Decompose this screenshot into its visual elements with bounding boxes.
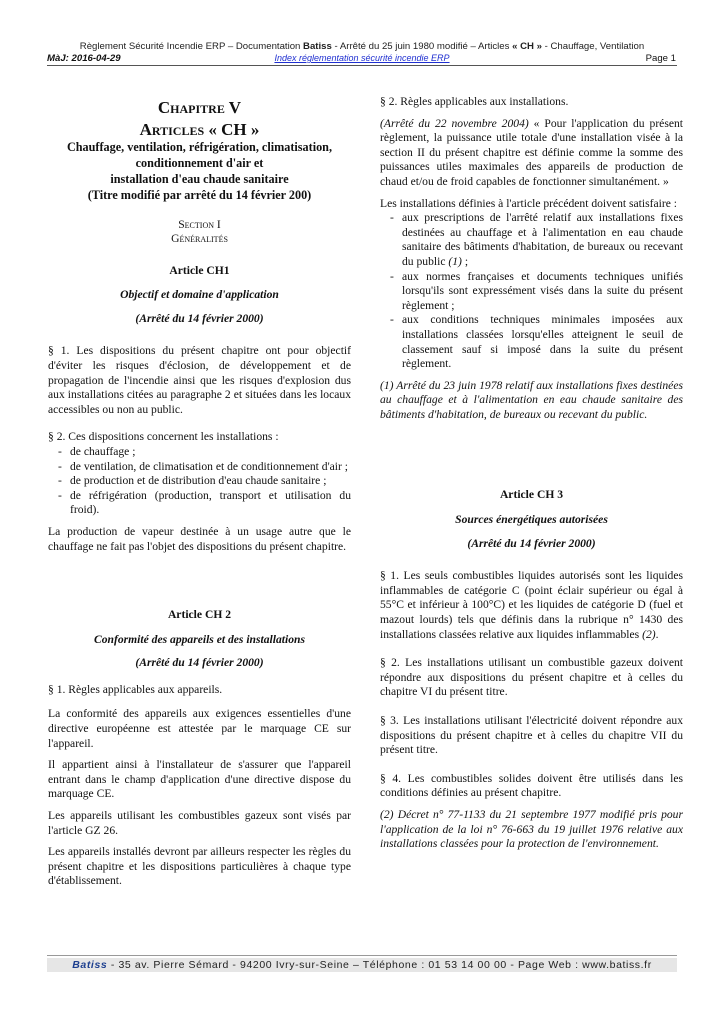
list-item: - de ventilation, de climatisation et de conditionnement d'air ; xyxy=(48,460,351,475)
footer xyxy=(47,958,677,972)
ch2-paragraph-6: § 2. Règles applicables aux installations. xyxy=(380,95,569,108)
article-ch2-date: (Arrêté du 14 février 2000) xyxy=(135,656,264,670)
section-name: Généralités xyxy=(171,232,228,245)
ch3-paragraph-2: § 2. Les installations utilisant un combustible gazeux doivent répondre aux dispositions du présent chapitre et à celles du chapitre VI du présent titre. xyxy=(380,656,683,699)
article-ch1-date: (Arrêté du 14 février 2000) xyxy=(135,311,264,325)
article-ch1-subtitle: Objectif et domaine d'application xyxy=(120,288,279,302)
chapter-subtitle-2: conditionnement d'air et xyxy=(135,156,264,170)
article-ch3-subtitle: Sources énergétiques autorisées xyxy=(455,513,608,527)
ch2-paragraph-2: La conformité des appareils aux exigences essentielles d'une directive européenne est attestée par le marquage CE sur l'appareil. xyxy=(48,707,351,750)
ch3-paragraph-4: § 4. Les combustibles solides doivent être utilisés dans les conditions définies au présent chapitre. xyxy=(380,771,683,800)
footnote-1: (1) Arrêté du 23 juin 1978 relatif aux installations fixes destinées au chauffage et à l'alimentation en eau chaude sanitaire des bâtiments d'habitation, de bureaux ou recevant du public. xyxy=(380,378,683,421)
article-ch2-subtitle: Conformité des appareils et des installations xyxy=(94,632,305,646)
list-item-text: aux prescriptions de l'arrêté relatif aux installations fixes destinées au chauffage et à l'alimentation en eau chaude sanitaire des bâtiments d'habitation, de bureaux ou recevant du public xyxy=(402,211,683,268)
ch2-paragraph-8: Les installations définies à l'article précédent doivent satisfaire : xyxy=(380,196,677,210)
left-column xyxy=(48,95,351,896)
ch2-paragraph-7-text: « Pour l'application du présent règlement, la puissance utile totale d'une installation visée à la section II du présent chapitre est définie comme la somme des puissances utiles maximales des appareils de production de chaud et/ou de froid capables de fonctionner simultanément. » xyxy=(380,116,683,188)
article-ch3-date: (Arrêté du 14 février 2000) xyxy=(467,536,596,550)
section-label: Section I xyxy=(178,218,221,231)
right-column xyxy=(380,95,683,859)
footer-divider xyxy=(47,955,677,956)
ch1-installations-list xyxy=(48,445,351,518)
ch2-paragraph-7 xyxy=(380,117,683,190)
list-item xyxy=(380,211,683,269)
ch2-paragraph-4: Les appareils utilisant les combustibles gazeux sont visés par l'article GZ 26. xyxy=(48,809,351,837)
article-ch3-title: Article CH 3 xyxy=(499,488,564,502)
footnote-ref: (2) xyxy=(642,627,656,641)
chapter-title: Chapitre V xyxy=(157,98,242,117)
chapter-subtitle-4: (Titre modifié par arrêté du 14 février 200) xyxy=(87,188,312,202)
header-prefix: Règlement Sécurité Incendie ERP – Documentation xyxy=(79,41,301,52)
header-divider xyxy=(47,65,677,66)
chapter-subtitle-3: installation d'eau chaude sanitaire xyxy=(110,172,289,186)
header-mid: - Arrêté du 25 juin 1980 modifié – Articles xyxy=(334,41,510,52)
ch3-paragraph-1 xyxy=(380,569,683,642)
ch2-requirements-list xyxy=(380,211,683,372)
ch1-paragraph-3: La production de vapeur destinée à un usage autre que le chauffage ne fait pas l'objet des dispositions du présent chapitre. xyxy=(48,524,351,553)
footer-contact: - 35 av. Pierre Sémard - 94200 Ivry-sur-Seine – Téléphone : 01 53 14 00 00 - Page Web : www.batiss.fr xyxy=(110,959,652,971)
article-ch2-title: Article CH 2 xyxy=(167,608,232,622)
list-item: - de production et de distribution d'eau chaude sanitaire ; xyxy=(48,474,351,489)
article-ch1-title: Article CH1 xyxy=(169,263,230,277)
list-item: - de chauffage ; xyxy=(48,445,351,460)
articles-title: Articles « CH » xyxy=(139,120,260,139)
ch2-paragraph-1: § 1. Règles applicables aux appareils. xyxy=(48,682,223,696)
index-link[interactable]: Index réglementation sécurité incendie ERP xyxy=(274,53,450,63)
ch3-paragraph-1-text: § 1. Les seuls combustibles liquides autorisés sont les liquides inflammables de catégorie C (point éclair supérieur ou égal à 55°C et inférieur à 100°C) et les liquides de catégorie D (fuel et mazout lourds) tels que définis dans la rubrique n° 1430 des installations classées relative aux liquides inflammables xyxy=(380,569,683,641)
list-item-end: ; xyxy=(464,254,469,268)
page-number: Page 1 xyxy=(645,53,676,64)
header-suffix: - Chauffage, Ventilation xyxy=(544,41,645,52)
ch2-paragraph-5: Les appareils installés devront par ailleurs respecter les règles du présent chapitre et les dispositions particulières à chaque type d'établissement. xyxy=(48,845,351,888)
header-articles: « CH » xyxy=(512,41,542,52)
list-item: - de réfrigération (production, transport et utilisation du froid). xyxy=(48,489,351,518)
amendment-date: (Arrêté du 22 novembre 2004) xyxy=(380,116,529,130)
update-date: MàJ: 2016-04-29 xyxy=(47,53,121,64)
footer-brand: Batiss xyxy=(72,959,108,971)
ch3-paragraph-3: § 3. Les installations utilisant l'électricité doivent répondre aux dispositions du présent chapitre et à celles du chapitre VII du présent titre. xyxy=(380,714,683,757)
chapter-subtitle-1: Chauffage, ventilation, réfrigération, climatisation, xyxy=(66,140,333,154)
list-item: - aux normes françaises et documents techniques unifiés lorsqu'ils sont expressément visés dans la suite du présent règlement ; xyxy=(380,270,683,314)
ch2-paragraph-3: Il appartient ainsi à l'installateur de s'assurer que l'appareil entrant dans le champ d'application d'une directive dispose du marquage CE. xyxy=(48,758,351,801)
footnote-2: (2) Décret n° 77-1133 du 21 septembre 1977 modifié pris pour l'application de la loi n° 76-663 du 19 juillet 1976 relative aux installations classées pour la protection de l'environnement. xyxy=(380,807,683,851)
list-item: - aux conditions techniques minimales imposées aux installations classées lorsqu'elles atteignent le seuil de classement sauf si imposé dans la suite du présent règlement. xyxy=(380,313,683,371)
header-brand: Batiss xyxy=(303,41,332,52)
ch1-paragraph-1: § 1. Les dispositions du présent chapitre ont pour objectif d'éviter les risques d'éclosion, de développement et de propagation de l'incendie ainsi que les risques d'explosion dus aux installations citées au paragraphe 2 et situées dans les locaux accessibles ou non au public. xyxy=(48,344,351,416)
header-title xyxy=(0,41,724,52)
footnote-ref: (1) xyxy=(448,254,462,268)
paragraph-end: . xyxy=(655,627,659,641)
ch1-paragraph-2: § 2. Ces dispositions concernent les installations : xyxy=(48,430,279,444)
